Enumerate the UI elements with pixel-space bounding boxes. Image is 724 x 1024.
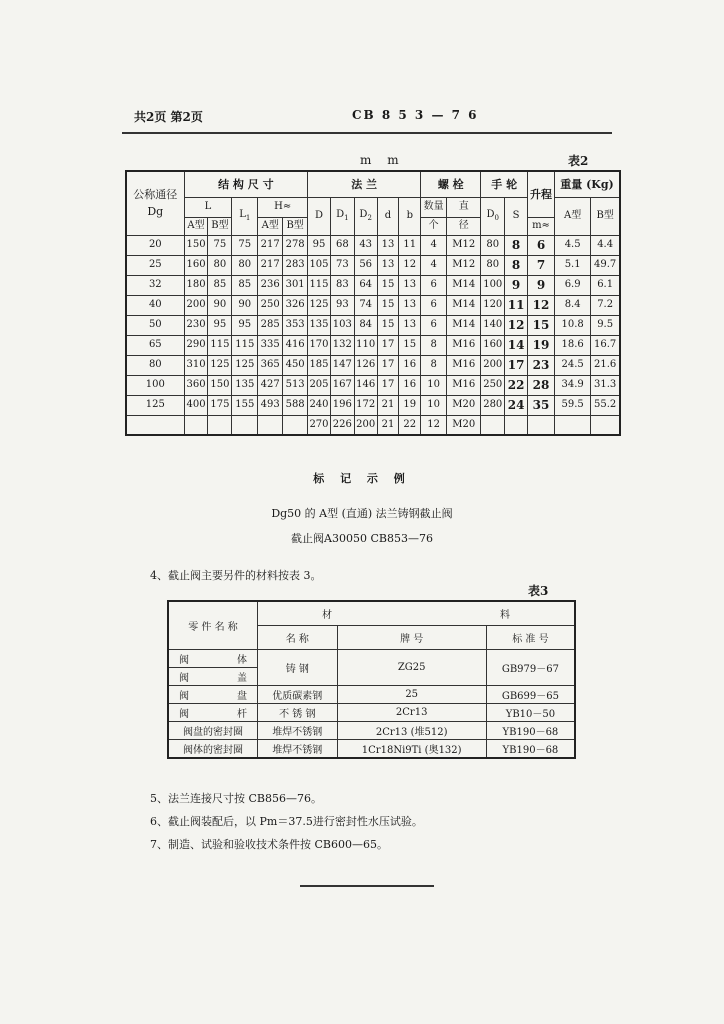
table-cell: 80 bbox=[481, 235, 505, 255]
table-cell: 240 bbox=[308, 395, 331, 415]
table-cell: 230 bbox=[184, 315, 208, 335]
table-cell: 103 bbox=[330, 315, 354, 335]
table-cell: 160 bbox=[481, 335, 505, 355]
d-big-header: D bbox=[308, 197, 331, 235]
h-header: H≈ bbox=[258, 197, 308, 217]
table-cell: M16 bbox=[447, 335, 481, 355]
struct-dim-header: 结 构 尺 寸 bbox=[184, 171, 307, 197]
table-cell: 450 bbox=[283, 355, 308, 375]
table-row bbox=[126, 375, 620, 395]
s-header: S bbox=[505, 197, 528, 235]
table-cell: 83 bbox=[330, 275, 354, 295]
material-name: 铸 钢 bbox=[258, 649, 337, 685]
table-cell: 205 bbox=[308, 375, 331, 395]
table-cell: 15 bbox=[377, 295, 399, 315]
table-cell: 95 bbox=[208, 315, 232, 335]
table-row bbox=[126, 275, 620, 295]
table-cell: 147 bbox=[330, 355, 354, 375]
table-cell: 8 bbox=[505, 255, 528, 275]
table-cell: 4.5 bbox=[554, 235, 590, 255]
table-cell bbox=[528, 415, 555, 435]
d2-header: $D_2$ bbox=[354, 197, 377, 235]
table-cell: 22 bbox=[505, 375, 528, 395]
table-cell: 167 bbox=[330, 375, 354, 395]
part-name-header: 零 件 名 称 bbox=[168, 601, 258, 649]
dimension-rows bbox=[126, 235, 620, 435]
table-row bbox=[126, 335, 620, 355]
l-a-header: A型 bbox=[184, 217, 208, 235]
table-cell: 5.1 bbox=[554, 255, 590, 275]
table-cell: 270 bbox=[308, 415, 331, 435]
table-cell: 13 bbox=[399, 315, 421, 335]
table-cell: 49.7 bbox=[591, 255, 620, 275]
example-designation: 截止阀A30050 CB853—76 bbox=[291, 532, 433, 545]
table-cell bbox=[283, 415, 308, 435]
table-cell: 125 bbox=[208, 355, 232, 375]
table-cell: 115 bbox=[308, 275, 331, 295]
h-b-header: B型 bbox=[283, 217, 308, 235]
table-cell: 43 bbox=[354, 235, 377, 255]
table-cell: 93 bbox=[330, 295, 354, 315]
table-row bbox=[126, 235, 620, 255]
table-cell: 24 bbox=[505, 395, 528, 415]
table-cell: 200 bbox=[354, 415, 377, 435]
table-cell: 95 bbox=[232, 315, 258, 335]
qty-header: 数量 bbox=[421, 197, 447, 217]
table-cell: 17 bbox=[377, 355, 399, 375]
table-cell: 9 bbox=[505, 275, 528, 295]
table-cell: 13 bbox=[377, 235, 399, 255]
table-cell: 8 bbox=[421, 335, 447, 355]
table-cell: 13 bbox=[377, 255, 399, 275]
table-cell: 80 bbox=[481, 255, 505, 275]
table-cell: 365 bbox=[258, 355, 283, 375]
table-cell: M12 bbox=[447, 235, 481, 255]
note-7: 7、制造、试验和验收技术条件按 CB600—65。 bbox=[150, 838, 388, 851]
table-cell: 126 bbox=[354, 355, 377, 375]
bolt-header: 螺 栓 bbox=[421, 171, 481, 197]
table-cell: 8 bbox=[505, 235, 528, 255]
table-row bbox=[126, 395, 620, 415]
dia-header-1: 直 bbox=[447, 197, 481, 217]
table-row bbox=[126, 415, 620, 435]
table-cell: 74 bbox=[354, 295, 377, 315]
part-valve-cover: 阀 盖 bbox=[168, 667, 258, 685]
table-cell: 135 bbox=[308, 315, 331, 335]
table-cell: 6 bbox=[421, 295, 447, 315]
table-cell: 200 bbox=[481, 355, 505, 375]
table-cell: 15 bbox=[377, 315, 399, 335]
table-cell: M16 bbox=[447, 375, 481, 395]
material-std: GB979－67 bbox=[486, 649, 575, 685]
table-row bbox=[126, 295, 620, 315]
table-cell: 17 bbox=[505, 355, 528, 375]
table-cell: 90 bbox=[232, 295, 258, 315]
table-cell: 290 bbox=[184, 335, 208, 355]
table-cell: 8 bbox=[421, 355, 447, 375]
part-valve-body: 阀 体 bbox=[168, 649, 258, 667]
table-cell: 115 bbox=[232, 335, 258, 355]
table-cell: 19 bbox=[528, 335, 555, 355]
material-table bbox=[167, 600, 576, 759]
d-small-header: d bbox=[377, 197, 399, 235]
table-cell: M16 bbox=[447, 355, 481, 375]
material-grade: 1Cr18Ni9Ti (奥132) bbox=[337, 739, 486, 758]
table-cell: M14 bbox=[447, 275, 481, 295]
table-cell: 301 bbox=[283, 275, 308, 295]
table-cell: 11 bbox=[505, 295, 528, 315]
table-cell: M14 bbox=[447, 315, 481, 335]
table-cell: 90 bbox=[208, 295, 232, 315]
table-cell: 65 bbox=[126, 335, 184, 355]
table-cell: 140 bbox=[481, 315, 505, 335]
table-cell: 125 bbox=[126, 395, 184, 415]
table-cell: 11 bbox=[399, 235, 421, 255]
table-cell: 23 bbox=[528, 355, 555, 375]
table-cell: 278 bbox=[283, 235, 308, 255]
l-b-header: B型 bbox=[208, 217, 232, 235]
table-cell: 80 bbox=[232, 255, 258, 275]
table-cell: 84 bbox=[354, 315, 377, 335]
table-row bbox=[126, 315, 620, 335]
table-cell: 80 bbox=[208, 255, 232, 275]
material-name: 堆焊不锈钢 bbox=[258, 739, 337, 758]
table-cell: 283 bbox=[283, 255, 308, 275]
table-cell: 12 bbox=[505, 315, 528, 335]
table-cell: 6 bbox=[421, 275, 447, 295]
standard-number: CB 8 5 3 — 7 6 bbox=[352, 108, 479, 122]
table-cell: 196 bbox=[330, 395, 354, 415]
material-std: YB190－68 bbox=[486, 739, 575, 758]
table-cell: 12 bbox=[399, 255, 421, 275]
table-cell: 160 bbox=[184, 255, 208, 275]
table-cell: 125 bbox=[232, 355, 258, 375]
table-cell: 40 bbox=[126, 295, 184, 315]
table-cell: 427 bbox=[258, 375, 283, 395]
nominal-bore-header: 公称通径 Dg bbox=[126, 171, 184, 235]
table-cell: 6.9 bbox=[554, 275, 590, 295]
table-row bbox=[126, 355, 620, 375]
table-cell bbox=[184, 415, 208, 435]
example-title: 标 记 示 例 bbox=[313, 472, 411, 485]
table-cell: 20 bbox=[126, 235, 184, 255]
dia-header-2: 径 bbox=[447, 217, 481, 235]
table-cell: 10 bbox=[421, 395, 447, 415]
table-cell: 10.8 bbox=[554, 315, 590, 335]
table-cell: 217 bbox=[258, 255, 283, 275]
flange-header: 法 兰 bbox=[308, 171, 421, 197]
material-grade-header: 牌 号 bbox=[337, 625, 486, 649]
table-cell: 493 bbox=[258, 395, 283, 415]
table-cell: 100 bbox=[481, 275, 505, 295]
table-cell: 32 bbox=[126, 275, 184, 295]
material-header: 材 料 bbox=[258, 601, 575, 625]
table-cell: 6.1 bbox=[591, 275, 620, 295]
table-cell: 217 bbox=[258, 235, 283, 255]
l1-header: $L_1$ bbox=[232, 197, 258, 235]
table-cell: 310 bbox=[184, 355, 208, 375]
part-body-seal: 阀体的密封圈 bbox=[168, 739, 258, 758]
table-cell: 68 bbox=[330, 235, 354, 255]
table-cell: M20 bbox=[447, 395, 481, 415]
table-cell: 15 bbox=[377, 275, 399, 295]
table3-caption: 表3 bbox=[528, 584, 549, 598]
table-cell: 285 bbox=[258, 315, 283, 335]
table-cell: 34.9 bbox=[554, 375, 590, 395]
table-cell: 226 bbox=[330, 415, 354, 435]
table-cell: 236 bbox=[258, 275, 283, 295]
table-cell: 115 bbox=[208, 335, 232, 355]
table-cell: 22 bbox=[399, 415, 421, 435]
table-cell: 31.3 bbox=[591, 375, 620, 395]
material-grade: ZG25 bbox=[337, 649, 486, 685]
table-row bbox=[126, 255, 620, 275]
note-6: 6、截止阀装配后，以 Pm＝37.5进行密封性水压试验。 bbox=[150, 815, 423, 828]
material-grade: 25 bbox=[337, 685, 486, 703]
table-cell: 7.2 bbox=[591, 295, 620, 315]
table-cell: 335 bbox=[258, 335, 283, 355]
note-5: 5、法兰连接尺寸按 CB856—76。 bbox=[150, 792, 322, 805]
table-cell: 4.4 bbox=[591, 235, 620, 255]
table-cell: 75 bbox=[232, 235, 258, 255]
material-grade: 2Cr13 bbox=[337, 703, 486, 721]
table-cell: 105 bbox=[308, 255, 331, 275]
table-cell: 14 bbox=[505, 335, 528, 355]
table-cell: 400 bbox=[184, 395, 208, 415]
table-cell: 50 bbox=[126, 315, 184, 335]
table-cell: 25 bbox=[126, 255, 184, 275]
table-cell: 59.5 bbox=[554, 395, 590, 415]
table-cell: 170 bbox=[308, 335, 331, 355]
qty-unit-header: 个 bbox=[421, 217, 447, 235]
table-cell: 110 bbox=[354, 335, 377, 355]
table-cell: 326 bbox=[283, 295, 308, 315]
table-cell: 9.5 bbox=[591, 315, 620, 335]
table-cell: 180 bbox=[184, 275, 208, 295]
material-std: GB699－65 bbox=[486, 685, 575, 703]
table-cell: 175 bbox=[208, 395, 232, 415]
table-cell bbox=[126, 415, 184, 435]
table-cell: 135 bbox=[232, 375, 258, 395]
table-cell bbox=[505, 415, 528, 435]
table-cell: 6 bbox=[421, 315, 447, 335]
table-cell: M14 bbox=[447, 295, 481, 315]
part-valve-disc: 阀 盘 bbox=[168, 685, 258, 703]
table-cell: 95 bbox=[308, 235, 331, 255]
material-grade: 2Cr13 (堆512) bbox=[337, 721, 486, 739]
table-cell: 185 bbox=[308, 355, 331, 375]
table-cell: 17 bbox=[377, 375, 399, 395]
table-cell: M20 bbox=[447, 415, 481, 435]
material-name-header: 名 称 bbox=[258, 625, 337, 649]
table-cell: 7 bbox=[528, 255, 555, 275]
table-cell: 146 bbox=[354, 375, 377, 395]
table-cell: 200 bbox=[184, 295, 208, 315]
table-cell: 8.4 bbox=[554, 295, 590, 315]
table-cell: 18.6 bbox=[554, 335, 590, 355]
table-cell: 250 bbox=[258, 295, 283, 315]
table2-caption: 表2 bbox=[568, 154, 589, 168]
table-cell: 6 bbox=[528, 235, 555, 255]
table-cell bbox=[258, 415, 283, 435]
note-4: 4、截止阀主要另件的材料按表 3。 bbox=[150, 569, 322, 582]
table-cell: 416 bbox=[283, 335, 308, 355]
table-cell bbox=[208, 415, 232, 435]
table-cell bbox=[591, 415, 620, 435]
table-cell: 353 bbox=[283, 315, 308, 335]
table-cell: 21 bbox=[377, 415, 399, 435]
table-cell: 19 bbox=[399, 395, 421, 415]
table-cell: 21 bbox=[377, 395, 399, 415]
table-cell: 15 bbox=[399, 335, 421, 355]
table-cell bbox=[554, 415, 590, 435]
lift-m-header: m≈ bbox=[528, 217, 555, 235]
material-name: 优质碳素钢 bbox=[258, 685, 337, 703]
table-cell: 85 bbox=[232, 275, 258, 295]
table-cell: 155 bbox=[232, 395, 258, 415]
table-cell: 56 bbox=[354, 255, 377, 275]
weight-header: 重量 (Kg) bbox=[554, 171, 620, 197]
table-cell: 513 bbox=[283, 375, 308, 395]
table-cell: 64 bbox=[354, 275, 377, 295]
material-name: 不 锈 钢 bbox=[258, 703, 337, 721]
unit-label: m m bbox=[360, 153, 405, 167]
table-cell: 4 bbox=[421, 255, 447, 275]
material-std: YB190－68 bbox=[486, 721, 575, 739]
table-cell: 15 bbox=[528, 315, 555, 335]
handwheel-header: 手 轮 bbox=[481, 171, 528, 197]
table-cell: 100 bbox=[126, 375, 184, 395]
header-rule bbox=[122, 132, 612, 134]
table-cell: 250 bbox=[481, 375, 505, 395]
table-cell: 80 bbox=[126, 355, 184, 375]
table-cell: 120 bbox=[481, 295, 505, 315]
part-disc-seal: 阀盘的密封圈 bbox=[168, 721, 258, 739]
material-std: YB10－50 bbox=[486, 703, 575, 721]
table-cell: 9 bbox=[528, 275, 555, 295]
table-cell: 172 bbox=[354, 395, 377, 415]
b-header: b bbox=[399, 197, 421, 235]
table-cell: 10 bbox=[421, 375, 447, 395]
dimension-table bbox=[125, 170, 621, 436]
lift-header: 升程 bbox=[528, 171, 555, 217]
weight-b-header: B型 bbox=[591, 197, 620, 235]
table-cell bbox=[232, 415, 258, 435]
table-cell: 588 bbox=[283, 395, 308, 415]
table-cell: 13 bbox=[399, 295, 421, 315]
table-cell: 55.2 bbox=[591, 395, 620, 415]
table-cell bbox=[481, 415, 505, 435]
d0-header: $D_0$ bbox=[481, 197, 505, 235]
table-cell: 280 bbox=[481, 395, 505, 415]
table-cell: 12 bbox=[528, 295, 555, 315]
table-cell: 24.5 bbox=[554, 355, 590, 375]
table-cell: 125 bbox=[308, 295, 331, 315]
weight-a-header: A型 bbox=[554, 197, 590, 235]
table-cell: 21.6 bbox=[591, 355, 620, 375]
table-cell: 28 bbox=[528, 375, 555, 395]
table-cell: 85 bbox=[208, 275, 232, 295]
l-header: L bbox=[184, 197, 232, 217]
table-cell: 12 bbox=[421, 415, 447, 435]
part-valve-stem: 阀 杆 bbox=[168, 703, 258, 721]
table-cell: 13 bbox=[399, 275, 421, 295]
table-cell: 73 bbox=[330, 255, 354, 275]
table-cell: 150 bbox=[184, 235, 208, 255]
table-cell: 16 bbox=[399, 375, 421, 395]
page-indicator: 共2页 第2页 bbox=[134, 110, 203, 124]
table-cell: 75 bbox=[208, 235, 232, 255]
material-name: 堆焊不锈钢 bbox=[258, 721, 337, 739]
table-cell: 17 bbox=[377, 335, 399, 355]
table-cell: 132 bbox=[330, 335, 354, 355]
d1-header: $D_1$ bbox=[330, 197, 354, 235]
table-cell: M12 bbox=[447, 255, 481, 275]
material-std-header: 标 准 号 bbox=[486, 625, 575, 649]
table-cell: 16 bbox=[399, 355, 421, 375]
table-cell: 16.7 bbox=[591, 335, 620, 355]
footer-rule bbox=[300, 885, 434, 887]
h-a-header: A型 bbox=[258, 217, 283, 235]
table-cell: 35 bbox=[528, 395, 555, 415]
table-cell: 4 bbox=[421, 235, 447, 255]
table-cell: 150 bbox=[208, 375, 232, 395]
table-cell: 360 bbox=[184, 375, 208, 395]
example-description: Dg50 的 A型 (直通) 法兰铸钢截止阀 bbox=[271, 507, 453, 520]
